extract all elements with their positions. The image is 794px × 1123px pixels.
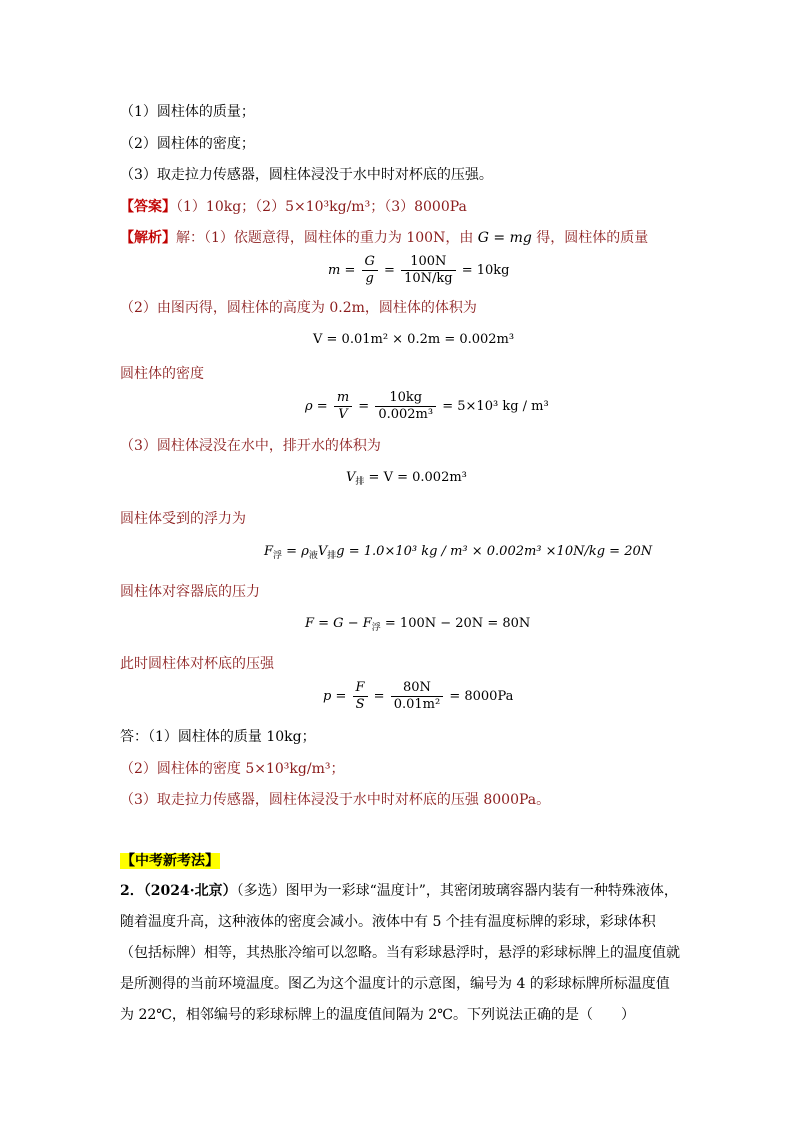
eq1-f1-den: g xyxy=(365,271,374,286)
eq3-lhs: ρ xyxy=(305,399,313,414)
eq1-fraction-2 xyxy=(401,254,456,287)
eq1-f1-num: G xyxy=(362,254,378,271)
density-label: 圆柱体的密度 xyxy=(120,366,204,382)
equation-volume xyxy=(313,332,514,347)
eq7-f1-num: F xyxy=(353,680,368,697)
eq1-result: 10kg xyxy=(476,263,510,278)
analysis-intro-text-a: 解：（1）依题意得，圆柱体的重力为 100N，由 xyxy=(176,230,474,246)
pressure-force-label: 圆柱体对容器底的压力 xyxy=(120,584,260,600)
eq7-result: 8000Pa xyxy=(464,689,514,704)
eq1-f2-num: 100N xyxy=(401,254,456,271)
eq1-fraction-1 xyxy=(362,254,378,287)
eq7-fraction-2 xyxy=(391,680,443,713)
eq1-lhs: m xyxy=(328,263,341,278)
pressure-label: 此时圆柱体对杯底的压强 xyxy=(120,656,274,672)
eq7-f2-num: 80N xyxy=(391,680,443,697)
question-2-number: 2．（2024·北京） xyxy=(120,883,237,899)
question-item-3: （3）取走拉力传感器，圆柱体浸没于水中时对杯底的压强。 xyxy=(120,167,493,183)
conclusion-2: （2）圆柱体的密度 5×10³kg/m³； xyxy=(120,761,345,777)
eq7-lhs: p xyxy=(323,689,332,704)
eq4-text: = V = 0.002m³ xyxy=(368,470,467,485)
analysis-intro-text-b: 得，圆柱体的质量 xyxy=(536,230,649,246)
conclusion-1-text: 答：（1）圆柱体的质量 10kg； xyxy=(120,729,316,745)
eq5-text: g = 1.0×10³ kg / m³ × 0.002m³ ×10N/kg = 20N xyxy=(336,544,653,559)
equation-mass: m = $\frac{G}{g}$ = $\frac{100N}{10N/kg}$ = 10kg xyxy=(328,254,510,286)
eq1-f2-den: 10N/kg xyxy=(404,271,453,286)
eq3-f1-den: V xyxy=(338,407,348,422)
eq3-result: 5×10³ kg / m³ xyxy=(457,399,549,414)
analysis-step-3: （3）圆柱体浸没在水中，排开水的体积为 xyxy=(120,438,381,454)
eq3-fraction-1 xyxy=(334,390,352,423)
eq7-fraction-1 xyxy=(353,680,368,713)
eq3-fraction-2 xyxy=(375,390,436,423)
conclusion-3: （3）取走拉力传感器，圆柱体浸没于水中时对杯底的压强 8000Pa。 xyxy=(120,792,551,808)
question-2-body: （多选）图甲为一彩球“温度计”，其密闭玻璃容器内装有一种特殊液体，随着温度升高，这种液体的密度会减小。液体中有 5 个挂有温度标牌的彩球，彩球体积（包括标牌）相等，其热胀冷缩可以忽略。当有彩球悬浮时，悬浮的彩球标牌上的温度值就是所测得的当前环境温度。图乙为这个温度计的示意图，编号为 4 的彩球标牌所标温度值为 22℃，相邻编号的彩球标牌上的温度值间隔为 2℃。下列说法正确的是（ ） xyxy=(120,883,680,1023)
question-item-2: （2）圆柱体的密度； xyxy=(120,136,255,152)
eq3-f1-num: m xyxy=(334,390,352,407)
answer-label: 【答案】 xyxy=(120,199,176,215)
question-2 xyxy=(120,876,680,1031)
equation-displaced-volume: $V_排 = V = 0.002m^3$ xyxy=(346,470,467,487)
intro-formula: G = mg xyxy=(477,230,532,246)
eq3-f2-den: 0.002m³ xyxy=(378,407,434,422)
equation-pressure: p = $\frac{F}{S}$ = $\frac{80N}{\text{0.01m²}}$ = 8000Pa xyxy=(323,680,514,712)
section-badge-text: 【中考新考法】 xyxy=(121,853,219,869)
eq2-text: V = 0.01m² × 0.2m = 0.002m³ xyxy=(313,332,515,347)
conclusion-1 xyxy=(120,727,316,747)
equation-buoyancy: $F_浮 = \rho_液V_排g = 1.0\times 10^3$ kg / m³ × 0.002m³ ×10N/kg = 20N xyxy=(264,544,653,561)
analysis-label: 【解析】 xyxy=(120,230,176,246)
equation-pressure-force: $F = G - F_浮 = 100N - 20N = 80N$ xyxy=(305,616,531,633)
section-badge xyxy=(120,851,220,871)
analysis-step-2: （2）由图丙得，圆柱体的高度为 0.2m，圆柱体的体积为 xyxy=(120,300,477,316)
eq7-f1-den: S xyxy=(355,697,365,712)
answer-line xyxy=(120,197,467,217)
eq7-f2-den: 0.01m² xyxy=(393,697,441,712)
answer-text: （1）10kg；（2）5×10³kg/m³；（3）8000Pa xyxy=(176,199,467,215)
eq6-text-b: = 100N − 20N = 80N xyxy=(380,616,531,631)
equation-density: ρ = $\frac{m}{V}$ = $\frac{10kg}{\text{0.002m³}}$ = 5×10³ kg / m³ xyxy=(305,390,549,422)
buoyancy-label: 圆柱体受到的浮力为 xyxy=(120,511,246,527)
question-item-1: （1）圆柱体的质量； xyxy=(120,104,255,120)
analysis-intro xyxy=(120,228,648,248)
eq3-f2-num: 10kg xyxy=(375,390,436,407)
eq6-text-a: F = G − F xyxy=(305,616,372,631)
